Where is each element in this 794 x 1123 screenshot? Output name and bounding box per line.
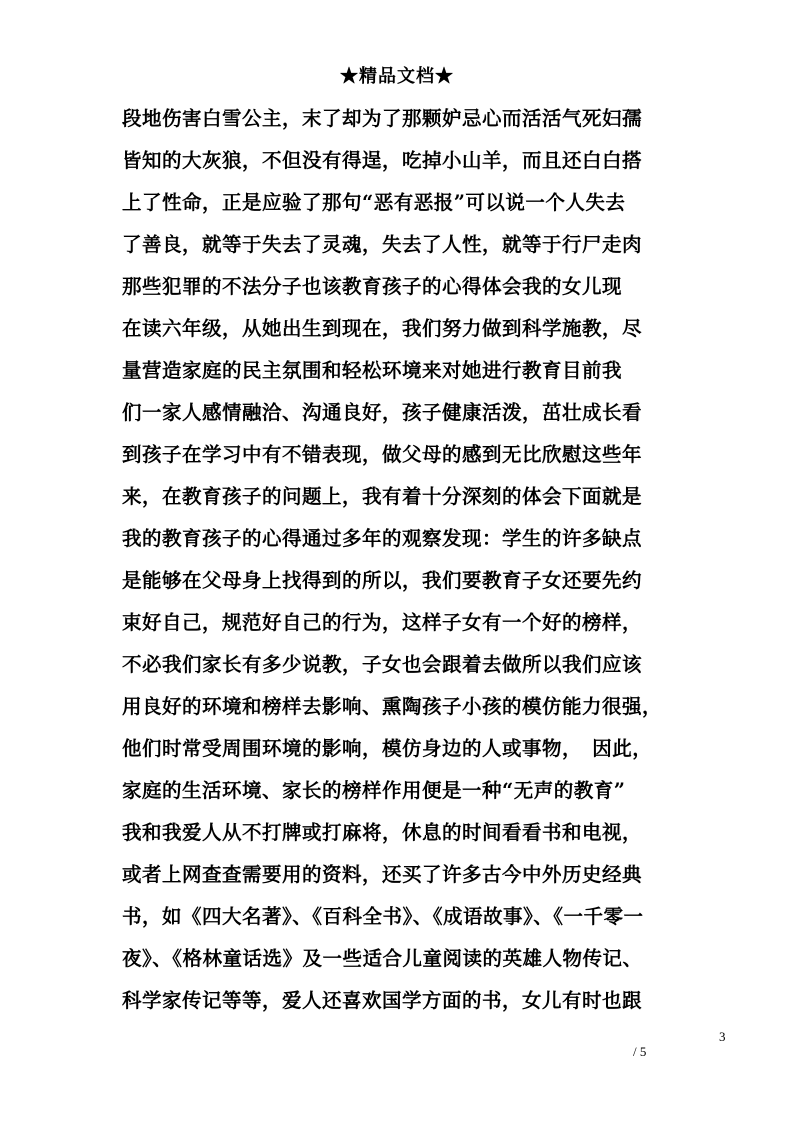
body-line: 书，如《四大名著》、《百科全书》、《成语故事》、《一千零一	[122, 905, 644, 928]
body-line: 量营造家庭的民主氛围和轻松环境来对她进行教育目前我	[122, 359, 623, 382]
body-line: 他们时常受周围环境的影响，模仿身边的人或事物， 因此，	[122, 737, 653, 760]
body-line: 到孩子在学习中有不错表现，做父母的感到无比欣慰这些年	[122, 443, 643, 466]
body-line: 了善良，就等于失去了灵魂，失去了人性，就等于行尸走肉	[122, 233, 643, 256]
body-line: 来，在教育孩子的问题上，我有着十分深刻的体会下面就是	[122, 485, 643, 508]
body-line: 束好自己，规范好自己的行为，这样子女有一个好的榜样，	[122, 611, 643, 634]
body-line: 那些犯罪的不法分子也该教育孩子的心得体会我的女儿现	[122, 275, 623, 298]
body-line: 们一家人感情融洽、沟通良好，孩子健康活泼，茁壮成长看	[122, 401, 643, 424]
body-line: 我的教育孩子的心得通过多年的观察发现：学生的许多缺点	[122, 527, 643, 550]
body-line: 是能够在父母身上找得到的所以，我们要教育子女还要先约	[122, 569, 643, 592]
body-line: 家庭的生活环境、家长的榜样作用便是一种“无声的教育”	[122, 779, 626, 802]
body-line: 夜》、《格林童话选》及一些适合儿童阅读的英雄人物传记、	[122, 947, 643, 970]
page-number: 3	[719, 1029, 726, 1044]
body-line: 在读六年级，从她出生到现在，我们努力做到科学施教，尽	[122, 317, 643, 340]
document-header-title: ★精品文档★	[340, 66, 454, 87]
body-line: 我和我爱人从不打牌或打麻将，休息的时间看看书和电视，	[122, 821, 643, 844]
body-line: 用良好的环境和榜样去影响、熏陶孩子小孩的模仿能力很强，	[122, 695, 663, 718]
body-line: 上了性命，正是应验了那句“恶有恶报”可以说一个人失去	[122, 191, 626, 214]
body-line: 不必我们家长有多少说教，子女也会跟着去做所以我们应该	[122, 653, 643, 676]
body-line: 或者上网查查需要用的资料，还买了许多古今中外历史经典	[122, 863, 643, 886]
page-total: / 5	[633, 1044, 647, 1059]
document-body	[122, 98, 682, 1022]
body-line: 科学家传记等等，爱人还喜欢国学方面的书，女儿有时也跟	[122, 989, 643, 1012]
body-line: 皆知的大灰狼，不但没有得逞，吃掉小山羊，而且还白白搭	[122, 149, 643, 172]
body-line: 段地伤害白雪公主，末了却为了那颗妒忌心而活活气死妇孺	[122, 107, 643, 130]
